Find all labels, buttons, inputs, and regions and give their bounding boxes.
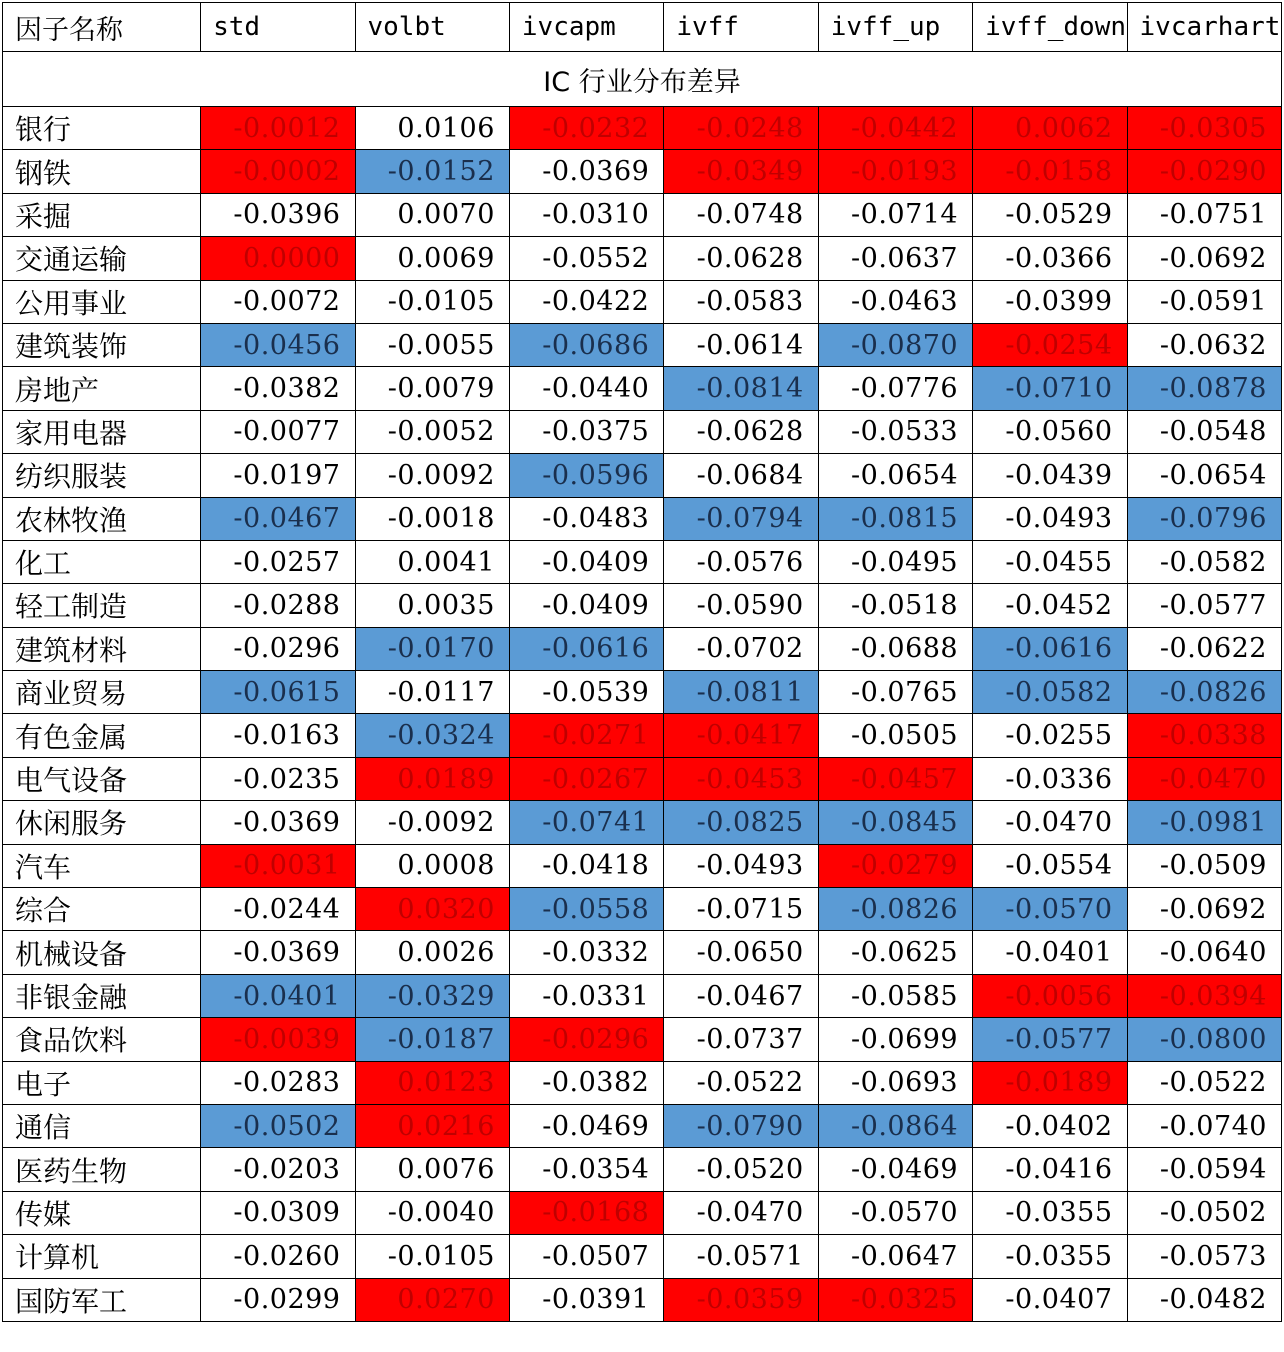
ic-value-cell: -0.0632 <box>1127 323 1281 366</box>
section-row <box>3 52 1282 107</box>
industry-name-cell: 钢铁 <box>3 150 201 193</box>
ic-value-cell: -0.0382 <box>509 1061 663 1104</box>
ic-value-cell: -0.0596 <box>509 454 663 497</box>
ic-value-cell: -0.0338 <box>1127 714 1281 757</box>
ic-value-cell: 0.0008 <box>355 844 509 887</box>
ic-value-cell: -0.0296 <box>201 627 355 670</box>
header-row <box>3 3 1282 52</box>
ic-value-cell: -0.0331 <box>509 974 663 1017</box>
ic-value-cell: -0.0469 <box>509 1104 663 1147</box>
ic-value-cell: -0.0158 <box>973 150 1127 193</box>
ic-value-cell: -0.0654 <box>818 454 972 497</box>
ic-value-cell: 0.0069 <box>355 237 509 280</box>
ic-value-cell: -0.0453 <box>664 757 818 800</box>
ic-value-cell: -0.0622 <box>1127 627 1281 670</box>
ic-value-cell: -0.0616 <box>509 627 663 670</box>
industry-name-cell: 银行 <box>3 107 201 150</box>
ic-value-cell: -0.0416 <box>973 1148 1127 1191</box>
ic-value-cell: -0.0570 <box>818 1191 972 1234</box>
ic-value-cell: -0.0625 <box>818 931 972 974</box>
ic-value-cell: -0.0366 <box>973 237 1127 280</box>
ic-value-cell: -0.0628 <box>664 410 818 453</box>
ic-value-cell: -0.0507 <box>509 1235 663 1278</box>
ic-value-cell: -0.0878 <box>1127 367 1281 410</box>
ic-value-cell: -0.0442 <box>818 107 972 150</box>
ic-value-cell: -0.0650 <box>664 931 818 974</box>
ic-value-cell: -0.0105 <box>355 1235 509 1278</box>
table-row <box>3 844 1282 887</box>
table-row <box>3 1148 1282 1191</box>
ic-value-cell: -0.0417 <box>664 714 818 757</box>
section-title: IC 行业分布差异 <box>3 52 1282 107</box>
ic-value-cell: 0.0062 <box>973 107 1127 150</box>
ic-value-cell: -0.0193 <box>818 150 972 193</box>
ic-value-cell: -0.0310 <box>509 193 663 236</box>
ic-value-cell: -0.0440 <box>509 367 663 410</box>
ic-value-cell: -0.0577 <box>973 1018 1127 1061</box>
ic-value-cell: -0.0505 <box>818 714 972 757</box>
ic-value-cell: -0.0776 <box>818 367 972 410</box>
ic-value-cell: -0.0686 <box>509 323 663 366</box>
industry-name-cell: 房地产 <box>3 367 201 410</box>
industry-name-cell: 轻工制造 <box>3 584 201 627</box>
table-row <box>3 540 1282 583</box>
ic-value-cell: -0.0570 <box>973 888 1127 931</box>
ic-value-cell: -0.0688 <box>818 627 972 670</box>
ic-value-cell: -0.0402 <box>973 1104 1127 1147</box>
ic-value-cell: -0.0039 <box>201 1018 355 1061</box>
ic-value-cell: -0.0870 <box>818 323 972 366</box>
ic-value-cell: -0.0493 <box>664 844 818 887</box>
table-row <box>3 801 1282 844</box>
ic-value-cell: -0.0693 <box>818 1061 972 1104</box>
ic-value-cell: -0.0470 <box>664 1191 818 1234</box>
ic-value-cell: -0.0418 <box>509 844 663 887</box>
col-header-ivcapm: ivcapm <box>509 3 663 52</box>
ic-value-cell: -0.0359 <box>664 1278 818 1321</box>
table-row <box>3 757 1282 800</box>
industry-name-cell: 商业贸易 <box>3 671 201 714</box>
ic-value-cell: -0.0288 <box>201 584 355 627</box>
ic-value-cell: -0.0092 <box>355 454 509 497</box>
ic-value-cell: -0.0401 <box>973 931 1127 974</box>
ic-value-cell: -0.0470 <box>973 801 1127 844</box>
ic-value-cell: -0.0382 <box>201 367 355 410</box>
ic-value-cell: -0.0355 <box>973 1235 1127 1278</box>
industry-name-cell: 公用事业 <box>3 280 201 323</box>
ic-value-cell: -0.0163 <box>201 714 355 757</box>
ic-value-cell: -0.0055 <box>355 323 509 366</box>
ic-value-cell: -0.0369 <box>509 150 663 193</box>
ic-value-cell: -0.0325 <box>818 1278 972 1321</box>
ic-value-cell: -0.0203 <box>201 1148 355 1191</box>
ic-value-cell: -0.0279 <box>818 844 972 887</box>
ic-value-cell: -0.0483 <box>509 497 663 540</box>
table-row <box>3 1104 1282 1147</box>
ic-value-cell: -0.0244 <box>201 888 355 931</box>
ic-value-cell: -0.0493 <box>973 497 1127 540</box>
industry-name-cell: 计算机 <box>3 1235 201 1278</box>
ic-value-cell: -0.0594 <box>1127 1148 1281 1191</box>
ic-value-cell: -0.0187 <box>355 1018 509 1061</box>
ic-value-cell: -0.0391 <box>509 1278 663 1321</box>
ic-value-cell: -0.0583 <box>664 280 818 323</box>
ic-value-cell: -0.0072 <box>201 280 355 323</box>
table-row <box>3 107 1282 150</box>
ic-value-cell: -0.0522 <box>664 1061 818 1104</box>
ic-value-cell: -0.0002 <box>201 150 355 193</box>
ic-value-cell: -0.0577 <box>1127 584 1281 627</box>
ic-value-cell: 0.0035 <box>355 584 509 627</box>
ic-value-cell: -0.0439 <box>973 454 1127 497</box>
ic-value-cell: -0.0396 <box>201 193 355 236</box>
ic-value-cell: -0.0684 <box>664 454 818 497</box>
table-header <box>3 3 1282 52</box>
ic-value-cell: -0.0582 <box>1127 540 1281 583</box>
ic-value-cell: -0.0815 <box>818 497 972 540</box>
ic-value-cell: -0.0409 <box>509 540 663 583</box>
ic-value-cell: -0.0324 <box>355 714 509 757</box>
ic-value-cell: -0.0554 <box>973 844 1127 887</box>
ic-value-cell: 0.0000 <box>201 237 355 280</box>
industry-name-cell: 建筑材料 <box>3 627 201 670</box>
ic-value-cell: -0.0794 <box>664 497 818 540</box>
industry-name-cell: 国防军工 <box>3 1278 201 1321</box>
industry-name-cell: 汽车 <box>3 844 201 887</box>
industry-name-cell: 食品饮料 <box>3 1018 201 1061</box>
table-row <box>3 410 1282 453</box>
table-row <box>3 584 1282 627</box>
ic-value-cell: -0.0332 <box>509 931 663 974</box>
ic-value-cell: -0.0369 <box>201 931 355 974</box>
table-row <box>3 1235 1282 1278</box>
ic-value-cell: -0.0255 <box>973 714 1127 757</box>
industry-name-cell: 采掘 <box>3 193 201 236</box>
ic-value-cell: -0.0558 <box>509 888 663 931</box>
ic-value-cell: -0.0170 <box>355 627 509 670</box>
ic-value-cell: -0.0751 <box>1127 193 1281 236</box>
ic-value-cell: -0.0522 <box>1127 1061 1281 1104</box>
ic-value-cell: -0.0012 <box>201 107 355 150</box>
ic-value-cell: -0.0800 <box>1127 1018 1281 1061</box>
ic-value-cell: -0.0573 <box>1127 1235 1281 1278</box>
ic-value-cell: -0.0336 <box>973 757 1127 800</box>
industry-name-cell: 农林牧渔 <box>3 497 201 540</box>
ic-value-cell: -0.0422 <box>509 280 663 323</box>
ic-value-cell: -0.0640 <box>1127 931 1281 974</box>
ic-value-cell: -0.0628 <box>664 237 818 280</box>
ic-value-cell: -0.0197 <box>201 454 355 497</box>
ic-value-cell: -0.0394 <box>1127 974 1281 1017</box>
ic-value-cell: -0.0825 <box>664 801 818 844</box>
ic-value-cell: -0.0533 <box>818 410 972 453</box>
ic-value-cell: -0.0463 <box>818 280 972 323</box>
ic-value-cell: -0.0407 <box>973 1278 1127 1321</box>
ic-value-cell: -0.0482 <box>1127 1278 1281 1321</box>
ic-value-cell: -0.0299 <box>201 1278 355 1321</box>
ic-value-cell: -0.0585 <box>818 974 972 1017</box>
table-row <box>3 280 1282 323</box>
ic-value-cell: -0.0235 <box>201 757 355 800</box>
ic-value-cell: -0.0467 <box>664 974 818 1017</box>
ic-value-cell: -0.0702 <box>664 627 818 670</box>
ic-value-cell: -0.0018 <box>355 497 509 540</box>
ic-value-cell: -0.0354 <box>509 1148 663 1191</box>
ic-value-cell: -0.0529 <box>973 193 1127 236</box>
ic-value-cell: -0.0591 <box>1127 280 1281 323</box>
table-row <box>3 931 1282 974</box>
ic-value-cell: -0.0710 <box>973 367 1127 410</box>
ic-value-cell: -0.0271 <box>509 714 663 757</box>
ic-value-cell: -0.0457 <box>818 757 972 800</box>
ic-value-cell: -0.0615 <box>201 671 355 714</box>
ic-value-cell: -0.0576 <box>664 540 818 583</box>
ic-value-cell: -0.0409 <box>509 584 663 627</box>
ic-value-cell: -0.0056 <box>973 974 1127 1017</box>
table-row <box>3 454 1282 497</box>
ic-value-cell: -0.0692 <box>1127 888 1281 931</box>
industry-name-cell: 建筑装饰 <box>3 323 201 366</box>
industry-name-cell: 电气设备 <box>3 757 201 800</box>
ic-value-cell: 0.0216 <box>355 1104 509 1147</box>
ic-value-cell: -0.0502 <box>1127 1191 1281 1234</box>
ic-value-cell: -0.0520 <box>664 1148 818 1191</box>
col-header-ivff-down: ivff_down <box>973 3 1127 52</box>
ic-value-cell: -0.0539 <box>509 671 663 714</box>
ic-value-cell: -0.0502 <box>201 1104 355 1147</box>
ic-value-cell: -0.0040 <box>355 1191 509 1234</box>
ic-value-cell: -0.0518 <box>818 584 972 627</box>
ic-value-cell: -0.0692 <box>1127 237 1281 280</box>
ic-value-cell: -0.0257 <box>201 540 355 583</box>
ic-value-cell: -0.0765 <box>818 671 972 714</box>
table-row <box>3 671 1282 714</box>
industry-name-cell: 休闲服务 <box>3 801 201 844</box>
col-header-factor-name: 因子名称 <box>3 3 201 52</box>
ic-value-cell: 0.0026 <box>355 931 509 974</box>
table-row <box>3 974 1282 1017</box>
table-body <box>3 52 1282 1322</box>
ic-value-cell: -0.0790 <box>664 1104 818 1147</box>
ic-value-cell: -0.0168 <box>509 1191 663 1234</box>
ic-value-cell: 0.0123 <box>355 1061 509 1104</box>
ic-value-cell: -0.0981 <box>1127 801 1281 844</box>
ic-value-cell: -0.0864 <box>818 1104 972 1147</box>
ic-value-cell: -0.0254 <box>973 323 1127 366</box>
ic-value-cell: -0.0552 <box>509 237 663 280</box>
col-header-ivff-up: ivff_up <box>818 3 972 52</box>
ic-value-cell: -0.0467 <box>201 497 355 540</box>
industry-name-cell: 家用电器 <box>3 410 201 453</box>
industry-name-cell: 非银金融 <box>3 974 201 1017</box>
ic-value-cell: -0.0305 <box>1127 107 1281 150</box>
ic-value-cell: -0.0748 <box>664 193 818 236</box>
ic-value-cell: -0.0232 <box>509 107 663 150</box>
ic-value-cell: -0.0455 <box>973 540 1127 583</box>
col-header-ivff: ivff <box>664 3 818 52</box>
ic-value-cell: -0.0826 <box>818 888 972 931</box>
ic-value-cell: -0.0152 <box>355 150 509 193</box>
ic-value-cell: -0.0349 <box>664 150 818 193</box>
ic-value-cell: -0.0470 <box>1127 757 1281 800</box>
ic-value-cell: -0.0714 <box>818 193 972 236</box>
ic-value-cell: -0.0355 <box>973 1191 1127 1234</box>
table-row <box>3 1191 1282 1234</box>
ic-value-cell: -0.0296 <box>509 1018 663 1061</box>
ic-value-cell: -0.0571 <box>664 1235 818 1278</box>
ic-value-cell: -0.0117 <box>355 671 509 714</box>
ic-value-cell: 0.0041 <box>355 540 509 583</box>
ic-value-cell: -0.0283 <box>201 1061 355 1104</box>
industry-name-cell: 医药生物 <box>3 1148 201 1191</box>
ic-value-cell: -0.0077 <box>201 410 355 453</box>
ic-value-cell: -0.0509 <box>1127 844 1281 887</box>
ic-value-cell: -0.0637 <box>818 237 972 280</box>
ic-value-cell: 0.0076 <box>355 1148 509 1191</box>
ic-value-cell: -0.0452 <box>973 584 1127 627</box>
ic-value-cell: -0.0826 <box>1127 671 1281 714</box>
table-row <box>3 367 1282 410</box>
table-row <box>3 1061 1282 1104</box>
ic-value-cell: -0.0031 <box>201 844 355 887</box>
ic-value-cell: -0.0811 <box>664 671 818 714</box>
ic-value-cell: 0.0189 <box>355 757 509 800</box>
ic-value-cell: -0.0740 <box>1127 1104 1281 1147</box>
industry-name-cell: 综合 <box>3 888 201 931</box>
table-row <box>3 1018 1282 1061</box>
industry-name-cell: 交通运输 <box>3 237 201 280</box>
ic-value-cell: -0.0715 <box>664 888 818 931</box>
col-header-std: std <box>201 3 355 52</box>
ic-value-cell: -0.0399 <box>973 280 1127 323</box>
ic-value-cell: -0.0369 <box>201 801 355 844</box>
ic-value-cell: -0.0741 <box>509 801 663 844</box>
ic-value-cell: -0.0401 <box>201 974 355 1017</box>
col-header-volbt: volbt <box>355 3 509 52</box>
ic-value-cell: -0.0079 <box>355 367 509 410</box>
ic-value-cell: -0.0845 <box>818 801 972 844</box>
ic-value-cell: -0.0189 <box>973 1061 1127 1104</box>
table-row <box>3 237 1282 280</box>
ic-industry-table <box>2 2 1282 1322</box>
industry-name-cell: 有色金属 <box>3 714 201 757</box>
industry-name-cell: 纺织服装 <box>3 454 201 497</box>
ic-value-cell: -0.0654 <box>1127 454 1281 497</box>
ic-value-cell: 0.0270 <box>355 1278 509 1321</box>
ic-value-cell: -0.0375 <box>509 410 663 453</box>
ic-value-cell: -0.0699 <box>818 1018 972 1061</box>
ic-value-cell: -0.0548 <box>1127 410 1281 453</box>
ic-value-cell: -0.0560 <box>973 410 1127 453</box>
ic-value-cell: -0.0105 <box>355 280 509 323</box>
ic-value-cell: -0.0248 <box>664 107 818 150</box>
ic-value-cell: -0.0329 <box>355 974 509 1017</box>
table-row <box>3 323 1282 366</box>
ic-value-cell: -0.0814 <box>664 367 818 410</box>
ic-value-cell: -0.0495 <box>818 540 972 583</box>
ic-value-cell: -0.0737 <box>664 1018 818 1061</box>
industry-name-cell: 化工 <box>3 540 201 583</box>
table-row <box>3 1278 1282 1321</box>
ic-value-cell: -0.0309 <box>201 1191 355 1234</box>
table-row <box>3 497 1282 540</box>
table-row <box>3 714 1282 757</box>
ic-value-cell: -0.0052 <box>355 410 509 453</box>
table-row <box>3 888 1282 931</box>
ic-value-cell: -0.0267 <box>509 757 663 800</box>
table-row <box>3 150 1282 193</box>
ic-value-cell: -0.0614 <box>664 323 818 366</box>
industry-name-cell: 通信 <box>3 1104 201 1147</box>
table-row <box>3 627 1282 670</box>
industry-name-cell: 传媒 <box>3 1191 201 1234</box>
ic-value-cell: 0.0320 <box>355 888 509 931</box>
ic-value-cell: -0.0092 <box>355 801 509 844</box>
ic-value-cell: 0.0070 <box>355 193 509 236</box>
col-header-ivcarhart: ivcarhart <box>1127 3 1281 52</box>
industry-name-cell: 机械设备 <box>3 931 201 974</box>
table-row <box>3 193 1282 236</box>
ic-value-cell: -0.0616 <box>973 627 1127 670</box>
ic-value-cell: -0.0290 <box>1127 150 1281 193</box>
ic-value-cell: -0.0590 <box>664 584 818 627</box>
ic-value-cell: -0.0582 <box>973 671 1127 714</box>
industry-name-cell: 电子 <box>3 1061 201 1104</box>
ic-value-cell: -0.0456 <box>201 323 355 366</box>
ic-value-cell: -0.0260 <box>201 1235 355 1278</box>
ic-value-cell: 0.0106 <box>355 107 509 150</box>
ic-value-cell: -0.0469 <box>818 1148 972 1191</box>
ic-value-cell: -0.0796 <box>1127 497 1281 540</box>
ic-value-cell: -0.0647 <box>818 1235 972 1278</box>
